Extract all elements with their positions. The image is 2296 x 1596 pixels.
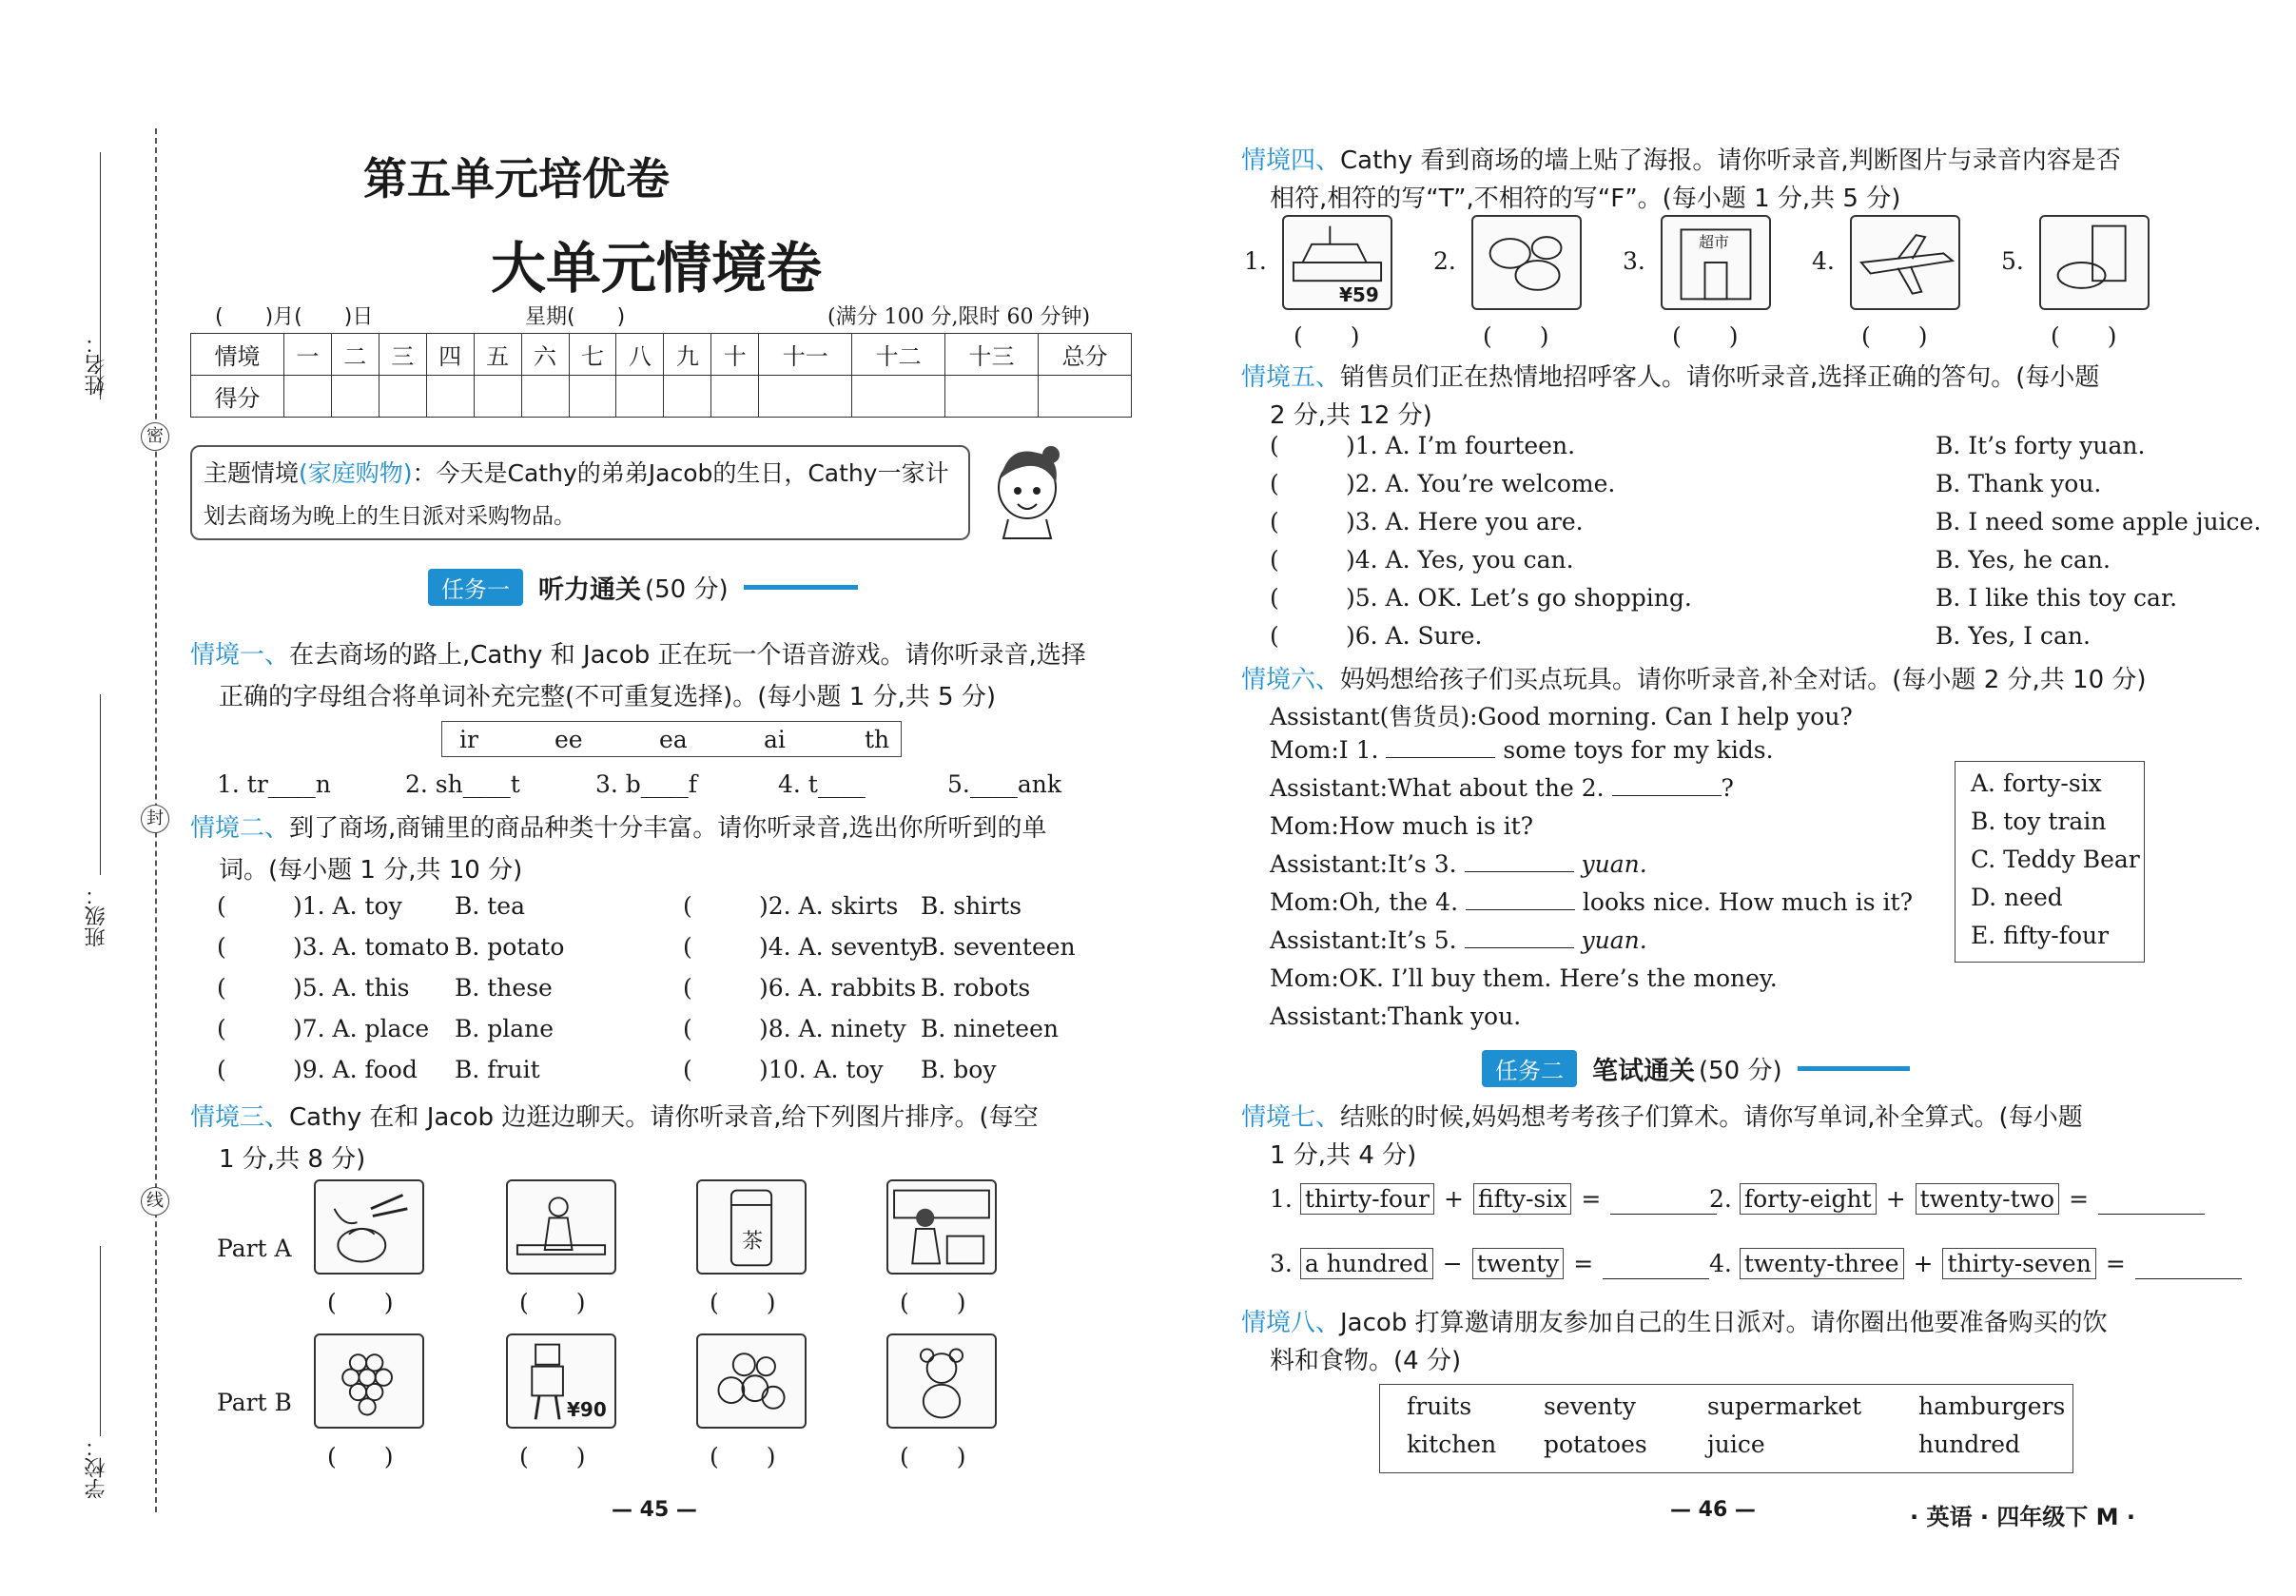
s1-opt: ai (764, 726, 786, 753)
s4-number: 1. (1244, 247, 1267, 275)
eq-term-a: thirty-four (1300, 1183, 1434, 1215)
s7-equation (1709, 1183, 2205, 1215)
answer-blank[interactable] (1466, 909, 1575, 910)
score-header-cell: 九 (664, 334, 711, 376)
s2-option-b: B. nineteen (921, 1015, 1059, 1042)
eq-term-b: twenty-two (1916, 1183, 2059, 1215)
theme-line1 (204, 455, 949, 489)
plane-picture (1850, 215, 1960, 310)
choice-item: A. forty-six (1971, 769, 2102, 797)
s6-choice-box (1955, 761, 2145, 963)
word-item[interactable]: juice (1707, 1431, 1765, 1458)
s2-option-a: )3. A. tomato (293, 933, 450, 961)
answer-paren[interactable]: ( ) (1294, 322, 1360, 350)
tea-label: 茶 (742, 1230, 764, 1254)
score-cell[interactable] (759, 376, 852, 418)
s1-line2: 正确的字母组合将单词补充完整(不可重复选择)。(每小题 1 分,共 5 分) (219, 683, 996, 711)
score-cell[interactable] (331, 376, 379, 418)
eq-term-a: a hundred (1300, 1248, 1433, 1279)
dialog-text: yuan. (1581, 850, 1647, 878)
dialog-line: Assistant:Thank you. (1270, 1002, 1522, 1030)
eq-equals: = (2069, 1185, 2090, 1213)
score-header-cell: 八 (616, 334, 664, 376)
supermarket-picture (1661, 215, 1771, 310)
score-table (190, 333, 1132, 418)
dialog-line: Assistant(售货员):Good morning. Can I help you? (1270, 703, 1853, 730)
s2-option-a: )1. A. toy (293, 892, 402, 920)
title-sub: 大单元情境卷 (491, 236, 823, 301)
s6-head: 情境六、 (1241, 666, 1341, 694)
s4-line2: 相符,相符的写“T”,不相符的写“F”。(每小题 1 分,共 5 分) (1270, 185, 1901, 213)
eq-term-b: twenty (1472, 1248, 1565, 1279)
eq-operator: − (1442, 1250, 1463, 1277)
s2-option-b: B. these (455, 974, 553, 1002)
robot-price: ¥90 (567, 1398, 607, 1421)
score-header-cell: 七 (569, 334, 616, 376)
footer-subject: · 英语 · 四年级下 M · (1910, 1504, 2136, 1530)
s5-item (1270, 508, 2262, 535)
s2-option-a: )4. A. seventy (759, 933, 924, 961)
girl-shop-picture (886, 1179, 997, 1275)
s5-option-b: B. I like this toy car. (1936, 584, 2178, 612)
s2-option-a: )6. A. rabbits (759, 974, 917, 1002)
s5-option-a: )6. A. Sure. (1346, 622, 1483, 650)
s1-item: 3. b____f (595, 770, 698, 798)
answer-blank[interactable] (1612, 795, 1722, 796)
s4-number: 3. (1623, 247, 1645, 275)
task1-score: (50 分) (645, 575, 729, 604)
s2-option-b: B. tea (455, 892, 526, 920)
score-header-cell: 情境 (191, 334, 284, 376)
score-cell[interactable] (283, 376, 331, 418)
s8-text1: Jacob 打算邀请朋友参加自己的生日派对。请你圈出他要准备购买的饮 (1340, 1309, 2108, 1337)
choice-item: C. Teddy Bear (1971, 846, 2140, 873)
score-header-cell: 十三 (945, 334, 1039, 376)
theme-text1: ：今天是Cathy的弟弟Jacob的生日，Cathy一家计 (412, 459, 949, 487)
score-header-cell: 五 (474, 334, 521, 376)
page-number-right: — 46 — (1670, 1498, 1756, 1522)
task1-tag: 任务一 (428, 569, 523, 606)
task1-bar (744, 585, 858, 590)
answer-paren-open[interactable]: ( (683, 1015, 692, 1042)
s2-item (683, 892, 1022, 920)
score-cell[interactable] (474, 376, 521, 418)
s7-line1 (1241, 1098, 2083, 1133)
s4-number: 5. (2001, 247, 2024, 275)
s2-item (683, 974, 1030, 1002)
dialog-line (1270, 888, 1913, 916)
s2-option-a: )8. A. ninety (759, 1015, 906, 1042)
seal-feng: 封 (141, 805, 169, 833)
answer-paren[interactable]: ( ) (710, 1289, 776, 1316)
s7-equation (1709, 1248, 2242, 1279)
dialog-text: Mom:I 1. (1270, 736, 1379, 764)
s2-option-b: B. fruit (455, 1056, 540, 1083)
choice-item: E. fifty-four (1971, 922, 2110, 949)
s5-option-b: B. Thank you. (1936, 470, 2102, 497)
s2-text1: 到了商场,商铺里的商品种类十分丰富。请你听录音,选出你所听到的单 (289, 814, 1047, 843)
answer-paren-open[interactable]: ( (1270, 470, 1279, 497)
theme-tag: (家庭购物) (299, 459, 413, 487)
word-item[interactable]: potatoes (1544, 1431, 1647, 1458)
eq-term-a: twenty-three (1740, 1248, 1904, 1279)
choice-item: B. toy train (1971, 808, 2107, 835)
s5-head: 情境五、 (1241, 363, 1341, 392)
dialog-text: yuan. (1581, 926, 1647, 954)
date-line: ( )月( )日 (215, 305, 374, 329)
s1-item: 5.____ank (947, 770, 1062, 798)
s5-item (1270, 470, 2126, 497)
s4-line1 (1241, 141, 2121, 176)
s2-option-b: B. robots (921, 974, 1031, 1002)
answer-paren[interactable]: ( ) (1861, 322, 1928, 350)
s2-item (683, 1056, 996, 1083)
s7-text1: 结账的时候,妈妈想考考孩子们算术。请你写单词,补全算式。(每小题 (1340, 1103, 2083, 1132)
score-cell[interactable] (711, 376, 759, 418)
dialog-line: Mom:How much is it? (1270, 812, 1534, 840)
s1-head: 情境一、 (190, 641, 290, 670)
eq-number: 2. (1709, 1185, 1732, 1213)
dialog-line (1270, 736, 1774, 764)
part-b-label: Part B (217, 1389, 292, 1416)
s2-option-b: B. plane (455, 1015, 555, 1042)
s8-line1 (1241, 1303, 2108, 1338)
s2-option-a: )2. A. skirts (759, 892, 899, 920)
theme-prefix: 主题情境 (204, 459, 300, 487)
s4-head: 情境四、 (1241, 146, 1341, 175)
s2-option-b: B. boy (921, 1056, 997, 1083)
s6-line1 (1241, 660, 2147, 695)
answer-paren[interactable]: ( ) (327, 1443, 394, 1470)
s2-option-b: B. seventeen (921, 933, 1076, 961)
answer-paren[interactable]: ( ) (1483, 322, 1549, 350)
title-main: 第五单元培优卷 (363, 153, 670, 204)
s7-equation (1270, 1248, 1709, 1279)
s2-option-b: B. potato (455, 933, 565, 961)
word-item[interactable]: hamburgers (1918, 1392, 2066, 1420)
task2-score: (50 分) (1699, 1057, 1782, 1085)
s2-line2: 词。(每小题 1 分,共 10 分) (219, 856, 523, 885)
word-item[interactable]: hundred (1918, 1431, 2021, 1458)
score-cell[interactable] (521, 376, 569, 418)
word-item[interactable]: kitchen (1407, 1431, 1497, 1458)
s5-option-a: )5. A. OK. Let’s go shopping. (1346, 584, 1692, 612)
dialog-text: Assistant:What about the 2. (1270, 774, 1605, 802)
seal-mi: 密 (141, 422, 169, 451)
score-cell[interactable] (569, 376, 616, 418)
s3-line2: 1 分,共 8 分) (219, 1145, 366, 1174)
score-cell[interactable] (616, 376, 664, 418)
score-header-cell: 十 (711, 334, 759, 376)
s1-item: 1. tr____n (217, 770, 331, 798)
score-header-cell: 十二 (852, 334, 945, 376)
eq-number: 3. (1270, 1250, 1293, 1277)
s5-option-a: )4. A. Yes, you can. (1346, 546, 1574, 574)
answer-paren-open[interactable]: ( (1270, 508, 1279, 535)
score-value-row (191, 376, 1132, 418)
answer-blank[interactable] (1465, 947, 1574, 948)
s2-item (217, 1015, 554, 1042)
answer-paren-open[interactable]: ( (1270, 622, 1279, 650)
s7-head: 情境七、 (1241, 1103, 1341, 1132)
score-cell[interactable] (945, 376, 1039, 418)
score-cell[interactable] (426, 376, 474, 418)
fruit-basket-picture (696, 1333, 807, 1429)
eq-term-a: forty-eight (1740, 1183, 1877, 1215)
answer-blank[interactable] (1610, 1192, 1717, 1215)
potatoes-picture (1471, 215, 1582, 310)
s1-text1: 在去商场的路上,Cathy 和 Jacob 正在玩一个语音游戏。请你听录音,选择 (289, 641, 1086, 670)
answer-paren-open[interactable]: ( (683, 892, 692, 920)
dialog-text: Mom:Oh, the 4. (1270, 888, 1459, 916)
s1-line1 (190, 635, 1086, 671)
answer-paren-open[interactable]: ( (1270, 584, 1279, 612)
s4-number: 4. (1812, 247, 1835, 275)
s2-item (683, 1015, 1059, 1042)
s7-equation (1270, 1183, 1717, 1215)
task2-tag: 任务二 (1482, 1050, 1577, 1087)
grapes-picture (314, 1333, 424, 1429)
s2-option-a: )7. A. place (293, 1015, 430, 1042)
s3-head: 情境三、 (190, 1103, 290, 1132)
score-row-label: 得分 (191, 376, 284, 418)
task2-bar (1798, 1066, 1910, 1071)
name-label: 姓名： (85, 333, 108, 396)
s5-text1: 销售员们正在热情地招呼客人。请你听录音,选择正确的答句。(每小题 (1340, 363, 2100, 392)
answer-blank[interactable] (1603, 1256, 1709, 1279)
s2-item (217, 1056, 540, 1083)
tea-can-picture (696, 1179, 807, 1275)
score-header-cell: 六 (521, 334, 569, 376)
teddy-bear-picture (886, 1333, 997, 1429)
task2-name: 笔试通关 (1592, 1057, 1695, 1086)
score-header-cell: 一 (283, 334, 331, 376)
dialog-line (1270, 850, 1647, 878)
juice-box-picture (2039, 215, 2150, 310)
full-score-note: (满分 100 分,限时 60 分钟) (827, 305, 1091, 329)
s1-item: 2. sh____t (405, 770, 520, 798)
dialog-line (1270, 774, 1734, 802)
task1-name: 听力通关 (538, 575, 641, 605)
answer-paren[interactable]: ( ) (519, 1289, 586, 1316)
vegetables-picture (314, 1179, 424, 1275)
theme-line2: 划去商场为晚上的生日派对采购物品。 (204, 504, 575, 529)
s1-options-box (441, 721, 902, 757)
s5-option-b: B. Yes, he can. (1936, 546, 2111, 574)
s2-option-a: )10. A. toy (759, 1056, 884, 1083)
eq-number: 4. (1709, 1250, 1732, 1277)
answer-paren-open[interactable]: ( (683, 1056, 692, 1083)
answer-paren-open[interactable]: ( (1270, 546, 1279, 574)
s5-option-a: )3. A. Here you are. (1346, 508, 1584, 535)
class-label: 班级： (85, 885, 108, 947)
robot-picture (506, 1333, 616, 1429)
shop-sign: 超市 (1699, 233, 1730, 251)
score-header-cell: 总分 (1038, 334, 1131, 376)
score-header-cell: 二 (331, 334, 379, 376)
s1-opt: th (865, 726, 890, 753)
word-item[interactable]: fruits (1407, 1392, 1472, 1420)
s2-head: 情境二、 (190, 814, 290, 843)
part-a-label: Part A (217, 1235, 292, 1262)
s4-number: 2. (1433, 247, 1456, 275)
s1-opt: ee (555, 726, 583, 753)
answer-paren[interactable]: ( ) (519, 1443, 586, 1470)
word-item[interactable]: seventy (1544, 1392, 1636, 1420)
dialog-text: Assistant:It’s 5. (1270, 926, 1457, 954)
answer-paren-open[interactable]: ( (683, 974, 692, 1002)
s2-option-a: )5. A. this (293, 974, 410, 1002)
seal-xian: 线 (141, 1187, 169, 1216)
dialog-text: ? (1721, 774, 1734, 802)
dialog-line: Mom:OK. I’ll buy them. Here’s the money. (1270, 964, 1778, 992)
eq-equals: = (2105, 1250, 2126, 1277)
s4-text1: Cathy 看到商场的墙上贴了海报。请你听录音,判断图片与录音内容是否 (1340, 146, 2121, 175)
answer-paren-open[interactable]: ( (217, 1015, 226, 1042)
eq-term-b: fifty-six (1473, 1183, 1571, 1215)
eq-term-b: thirty-seven (1942, 1248, 2095, 1279)
eq-operator: + (1913, 1250, 1934, 1277)
girl-illustration (980, 436, 1075, 540)
s7-line2: 1 分,共 4 分) (1270, 1141, 1417, 1170)
answer-paren-open[interactable]: ( (683, 933, 692, 961)
answer-paren-open[interactable]: ( (217, 933, 226, 961)
answer-paren-open[interactable]: ( (217, 974, 226, 1002)
answer-paren-open[interactable]: ( (217, 892, 226, 920)
answer-paren-open[interactable]: ( (1270, 432, 1279, 459)
score-cell[interactable] (379, 376, 426, 418)
answer-blank[interactable] (2098, 1192, 2205, 1215)
s2-option-a: )9. A. food (293, 1056, 418, 1083)
answer-paren[interactable]: ( ) (710, 1443, 776, 1470)
answer-blank[interactable] (1386, 757, 1495, 758)
page-number-left: — 45 — (612, 1498, 697, 1522)
s6-text1: 妈妈想给孩子们买点玩具。请你听录音,补全对话。(每小题 2 分,共 10 分) (1340, 666, 2147, 694)
dialog-text: some toys for my kids. (1503, 736, 1774, 764)
s2-option-b: B. shirts (921, 892, 1022, 920)
s8-word-box (1379, 1384, 2073, 1473)
eq-operator: + (1443, 1185, 1464, 1213)
answer-paren[interactable]: ( ) (900, 1443, 966, 1470)
ship-price: ¥59 (1339, 283, 1379, 306)
school-label: 学校： (85, 1436, 108, 1499)
s8-head: 情境八、 (1241, 1309, 1341, 1337)
s5-option-b: B. I need some apple juice. (1936, 508, 2262, 535)
score-header-cell: 十一 (759, 334, 852, 376)
s5-option-a: )2. A. You’re welcome. (1346, 470, 1616, 497)
answer-paren[interactable]: ( ) (327, 1289, 394, 1316)
weekday: 星期( ) (525, 305, 626, 329)
answer-blank[interactable] (2135, 1256, 2242, 1279)
s2-line1 (190, 808, 1047, 844)
s5-item (1270, 432, 2146, 459)
word-item[interactable]: supermarket (1707, 1392, 1862, 1420)
task1-header (428, 569, 858, 606)
dialog-text: Assistant:It’s 3. (1270, 850, 1457, 878)
score-cell[interactable] (1038, 376, 1131, 418)
s1-item: 4. t____ (778, 770, 866, 798)
answer-blank[interactable] (1465, 871, 1574, 872)
s5-line2: 2 分,共 12 分) (1270, 401, 1432, 430)
s3-text1: Cathy 在和 Jacob 边逛边聊天。请你听录音,给下列图片排序。(每空 (289, 1103, 1039, 1132)
score-header-row (191, 334, 1132, 376)
s5-option-b: B. It’s forty yuan. (1936, 432, 2146, 459)
s1-opt: ea (659, 726, 688, 753)
choice-item: D. need (1971, 884, 2063, 911)
answer-paren[interactable]: ( ) (2051, 322, 2117, 350)
s1-opt: ir (459, 726, 478, 753)
s2-item (217, 974, 553, 1002)
s5-option-b: B. Yes, I can. (1936, 622, 2091, 650)
eq-equals: = (1581, 1185, 1602, 1213)
binding-solid-line (100, 1246, 101, 1436)
s2-item (217, 892, 525, 920)
s5-item (1270, 584, 2178, 612)
s5-item (1270, 546, 2126, 574)
answer-paren[interactable]: ( ) (900, 1289, 966, 1316)
dialog-text: looks nice. How much is it? (1582, 888, 1914, 916)
s2-item (683, 933, 1076, 961)
s3-line1 (190, 1098, 1039, 1133)
binding-solid-line (100, 694, 101, 875)
s5-line1 (1241, 358, 2099, 393)
score-cell[interactable] (664, 376, 711, 418)
answer-paren[interactable]: ( ) (1672, 322, 1739, 350)
s8-line2: 料和食物。(4 分) (1270, 1347, 1462, 1375)
answer-paren-open[interactable]: ( (217, 1056, 226, 1083)
score-header-cell: 四 (426, 334, 474, 376)
s2-item (217, 933, 564, 961)
score-header-cell: 三 (379, 334, 426, 376)
eq-equals: = (1573, 1250, 1594, 1277)
ship-picture (1282, 215, 1392, 310)
score-cell[interactable] (852, 376, 945, 418)
dialog-line (1270, 926, 1647, 954)
task2-header (1482, 1050, 1910, 1087)
eq-operator: + (1885, 1185, 1906, 1213)
s5-option-a: )1. A. I’m fourteen. (1346, 432, 1576, 459)
eq-number: 1. (1270, 1185, 1293, 1213)
s5-item (1270, 622, 2126, 650)
cooking-picture (506, 1179, 616, 1275)
